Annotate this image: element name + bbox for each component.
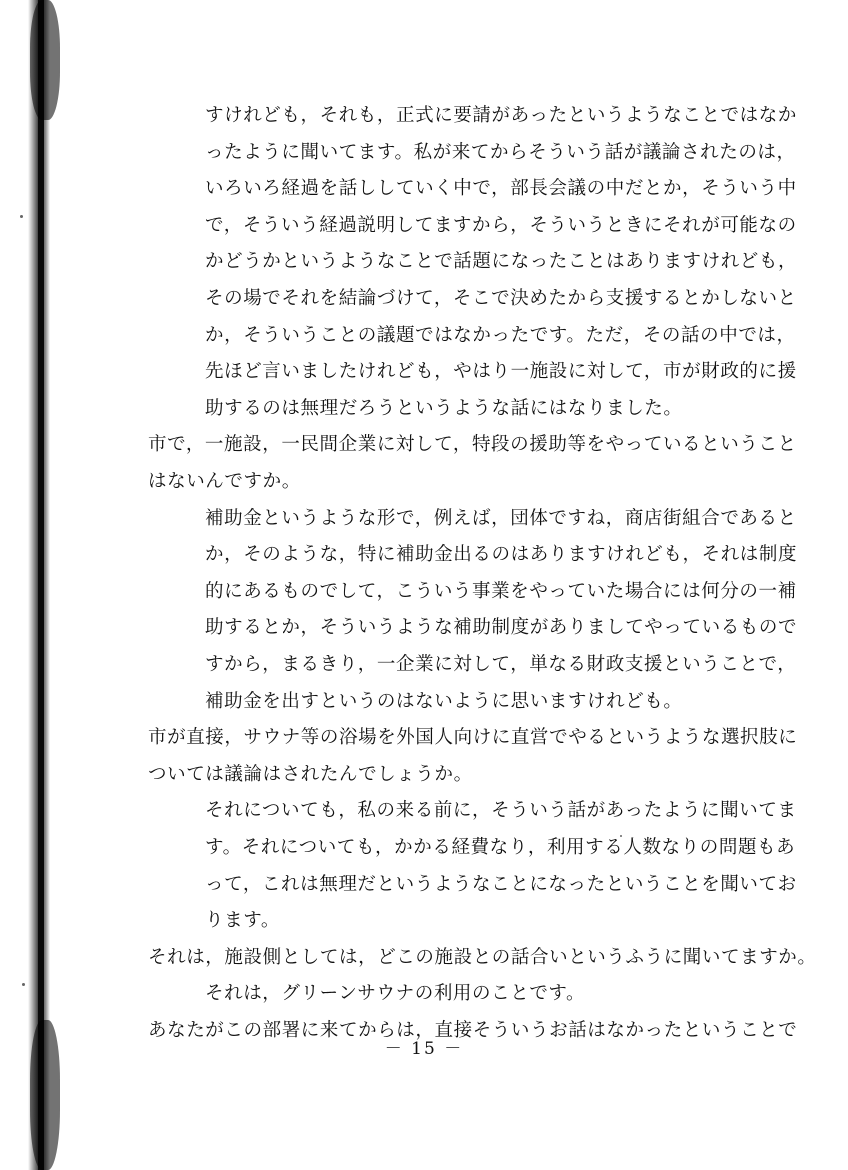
page-number: － 15 － xyxy=(384,1039,464,1059)
question-line: それは，施設側としては，どこの施設との話合いというふうに聞いてますか。 xyxy=(148,946,817,968)
answer-line: で，そういう経過説明してますから，そういうときにそれが可能なの xyxy=(205,214,797,236)
answer-line: 的にあるものでして，こういう事業をやっていた場合には何分の一補 xyxy=(205,580,797,602)
answer-line: ったように聞いてます。私が来てからそういう話が議論されたのは， xyxy=(205,141,796,163)
answer-line: ります。 xyxy=(205,910,280,932)
binding-edge xyxy=(38,0,44,1170)
question-line: はないんですか。 xyxy=(148,471,301,492)
answer-line: それについても，私の来る前に，そういう話があったように聞いてま xyxy=(205,800,797,822)
answer-line: か，そういうことの議題ではなかったです。ただ，その話の中では， xyxy=(205,324,796,346)
scan-speck xyxy=(20,215,23,218)
answer-line: その場でそれを結論づけて，そこで決めたから支援するとかしないと xyxy=(205,288,797,309)
answer-line: 補助金を出すというのはないように思いますけれども。 xyxy=(205,690,683,712)
scan-speck xyxy=(620,835,622,837)
answer-line: すから，まるきり，一企業に対して，単なる財政支援ということで， xyxy=(205,654,797,675)
answer-line: すけれども，それも，正式に要請があったというようなことではなか xyxy=(205,105,797,126)
question-line: あなたがこの部署に来てからは，直接そういうお話はなかったということで xyxy=(148,1020,798,1041)
answer-line: それは，グリーンサウナの利用のことです。 xyxy=(205,983,586,1005)
answer-line: 先ほど言いましたけれども，やはり一施設に対して，市が財政的に援 xyxy=(205,361,797,383)
answer-line: 助するとか，そういうような補助制度がありましてやっているもので xyxy=(205,617,798,639)
question-line: ついては議論はされたんでしょうか。 xyxy=(148,763,473,785)
answer-line: す。それについても，かかる経費なり，利用する人数なりの問題もあ xyxy=(205,837,796,858)
scan-smudge xyxy=(30,0,60,120)
answer-line: 助するのは無理だろうというような話にはなりました。 xyxy=(205,397,683,419)
question-line: 市が直接，サウナ等の浴場を外国人向けに直営でやるというような選択肢に xyxy=(148,727,798,749)
answer-line: か，そのような，特に補助金出るのはありますけれども，それは制度 xyxy=(205,544,798,566)
answer-line: 補助金というような形で，例えば，団体ですね，商店街組合であると xyxy=(205,507,797,529)
question-line: 市で，一施設，一民間企業に対して，特段の援助等をやっているということ xyxy=(148,434,797,456)
answer-line: って，これは無理だというようなことになったということを聞いてお xyxy=(205,873,797,895)
answer-line: かどうかというようなことで話題になったことはありますけれども， xyxy=(205,251,798,273)
answer-line: いろいろ経過を話ししていく中で，部長会議の中だとか，そういう中 xyxy=(205,178,797,200)
scan-speck xyxy=(22,983,25,986)
